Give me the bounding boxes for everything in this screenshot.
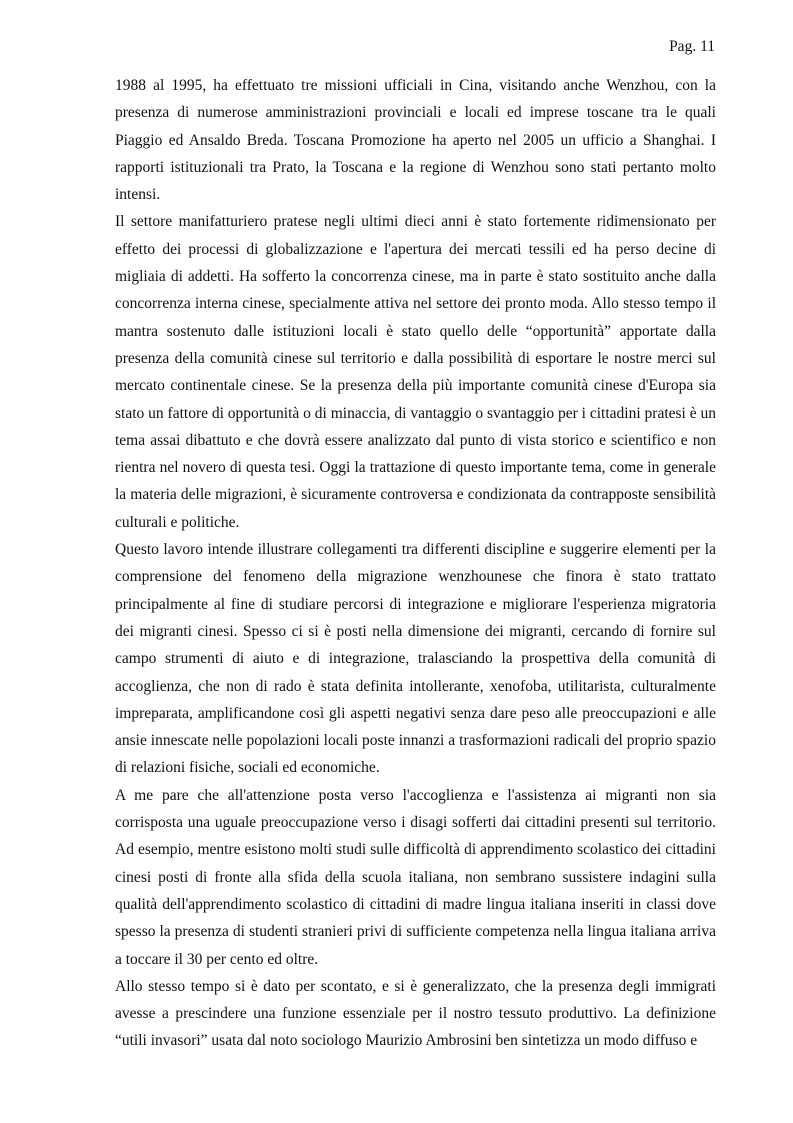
paragraph-work-purpose: Questo lavoro intende illustrare collegamenti tra differenti discipline e suggerire elementi per la comprensione del fenomeno della migrazione wenzhounese che finora è stato trattato principalmente al fine di studiare percorsi di integrazione e migliorare l'esperienza migratoria dei migranti cinesi. Spesso ci si è posti nella dimensione dei migranti, cercando di fornire sul campo strumenti di aiuto e di integrazione, tralasciando la prospettiva della comunità di accoglienza, che non di rado è stata definita intollerante, xenofoba, utilitarista, culturalmente impreparata, amplificandone così gli aspetti negativi senza dare peso alle preoccupazioni e alle ansie innescate nelle popolazioni locali poste innanzi a trasformazioni radicali del proprio spazio di relazioni fisiche, sociali ed economiche.: [115, 541, 716, 777]
paragraph-continuation: 1988 al 1995, ha effettuato tre missioni ufficiali in Cina, visitando anche Wenzhou, con la presenza di numerose amministrazioni provinciali e locali ed imprese toscane tra le quali Piaggio ed Ansaldo Breda. Toscana Promozione ha aperto nel 2005 un ufficio a Shanghai. I rapporti istituzionali tra Prato, la Toscana e la regione di Wenzhou sono stati pertanto molto intensi.: [115, 77, 716, 204]
body-text: [115, 72, 716, 1055]
paragraph-manufacturing-sector: Il settore manifatturiero pratese negli ultimi dieci anni è stato fortemente ridimensionato per effetto dei processi di globalizzazione e l'apertura dei mercati tessili ed ha perso decine di migliaia di addetti. Ha sofferto la concorrenza cinese, ma in parte è stato sostituito anche dalla concorrenza interna cinese, specialmente attiva nel settore dei pronto moda. Allo stesso tempo il mantra sostenuto dalle istituzioni locali è stato quello delle “opportunità” apportate dalla presenza della comunità cinese sul territorio e dalla possibilità di esportare le nostre merci sul mercato continentale cinese. Se la presenza della più importante comunità cinese d'Europa sia stato un fattore di opportunità o di minaccia, di vantaggio o svantaggio per i cittadini pratesi è un tema assai dibattuto e che dovrà essere analizzato dal punto di vista storico e scientifico e non rientra nel novero di questa tesi. Oggi la trattazione di questo importante tema, come in generale la materia delle migrazioni, è sicuramente controversa e condizionata da contrapposte sensibilità culturali e politiche.: [115, 213, 716, 531]
paragraph-useful-invaders: Allo stesso tempo si è dato per scontato, e si è generalizzato, che la presenza degli immigrati avesse a prescindere una funzione essenziale per il nostro tessuto produttivo. La definizione “utili invasori” usata dal noto sociologo Maurizio Ambrosini ben sintetizza un modo diffuso e: [115, 977, 716, 1050]
page-number: Pag. 11: [669, 38, 715, 55]
paragraph-local-concerns: A me pare che all'attenzione posta verso l'accoglienza e l'assistenza ai migranti non sia corrisposta una uguale preoccupazione verso i disagi sofferti dai cittadini presenti sul territorio. Ad esempio, mentre esistono molti studi sulle difficoltà di apprendimento scolastico dei cittadini cinesi posti di fronte alla sfida della scuola italiana, non sembrano sussistere indagini sulla qualità dell'apprendimento scolastico di cittadini di madre lingua italiana inseriti in classi dove spesso la presenza di studenti stranieri privi di sufficiente competenza nella lingua italiana arriva a toccare il 30 per cento ed oltre.: [115, 786, 716, 968]
